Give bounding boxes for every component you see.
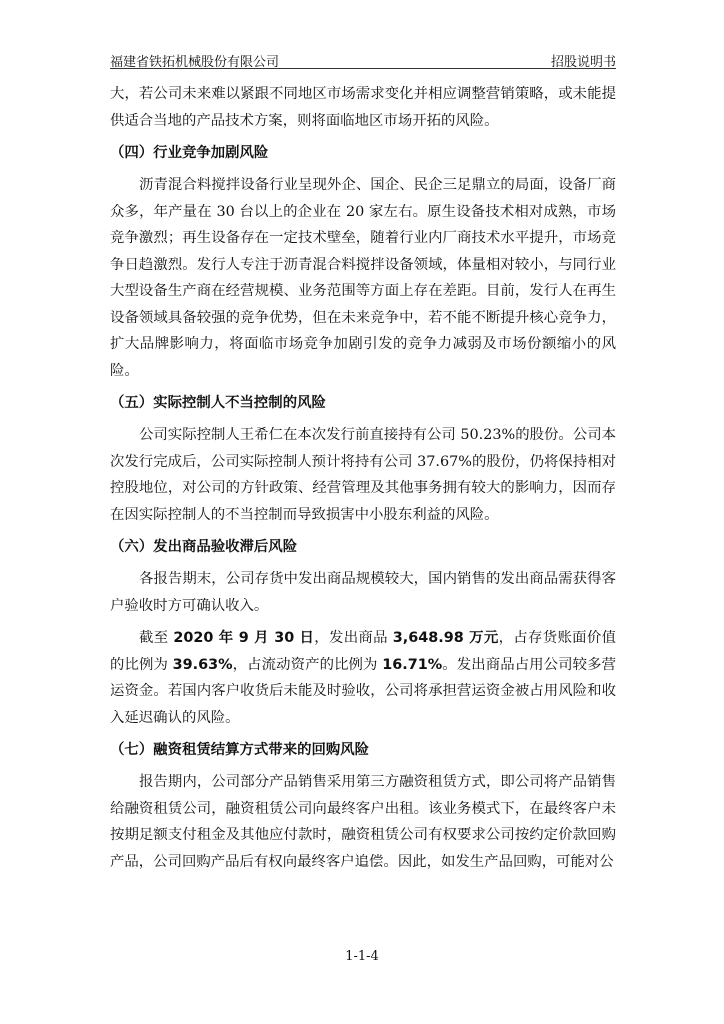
header-document-type: 招股说明书 bbox=[550, 55, 616, 70]
bold-current-assets-ratio: 16.71% bbox=[382, 656, 443, 673]
bold-amount: 3,648.98 万元 bbox=[392, 630, 499, 646]
page-body bbox=[110, 81, 616, 875]
paragraph-shipment-acceptance-1: 各报告期末，公司存货中发出商品规模较大，国内销售的发出商品需获得客户验收时方可确认收入。 bbox=[110, 571, 616, 614]
text-segment: 截至 bbox=[139, 630, 174, 646]
section-heading-competition-risk: （四）行业竞争加剧风险 bbox=[110, 145, 269, 161]
section-heading-controller-risk: （五）实际控制人不当控制的风险 bbox=[110, 395, 326, 411]
section-heading-leasing-buyback-risk: （七）融资租赁结算方式带来的回购风险 bbox=[110, 742, 370, 758]
bold-inventory-ratio: 39.63% bbox=[172, 656, 233, 673]
paragraph-shipment-acceptance-2 bbox=[110, 625, 616, 731]
text-segment: ，占存货账面价值的比例为 bbox=[110, 630, 616, 673]
text-segment: ，占流动资产的比例为 bbox=[232, 656, 383, 673]
paragraph-leasing-buyback-risk: 报告期内，公司部分产品销售采用第三方融资租赁方式，即公司将产品销售给融资租赁公司，融资租赁公司向最终客户出租。该业务模式下，在最终客户未按期足额支付租金及其他应付款时，融资租赁公司有权要求公司按约定价款回购产品，公司回购产品后有权向最终客户追偿。因此，如发生产品回购，可能对公 bbox=[110, 774, 616, 870]
section-heading-shipment-acceptance-risk: （六）发出商品验收滞后风险 bbox=[110, 539, 298, 555]
paragraph-continuation: 大，若公司未来难以紧跟不同地区市场需求变化并相应调整营销策略，或未能提供适合当地的产品技术方案，则将面临地区市场开拓的风险。 bbox=[110, 86, 616, 129]
header-company-name: 福建省铁拓机械股份有限公司 bbox=[110, 55, 280, 70]
bold-date: 2020 年 9 月 30 日 bbox=[173, 630, 315, 646]
paragraph-competition-risk: 沥青混合料搅拌设备行业呈现外企、国企、民企三足鼎立的局面，设备厂商众多，年产量在 30 台以上的企业在 20 家左右。原生设备技术相对成熟，市场竞争激烈；再生设备存在一定技术壁垒，随着行业内厂商技术水平提升，市场竞争日趋激烈。发行人专注于沥青混合料搅拌设备领域，体量相对较小，与同行业大型设备生产商在经营规模、业务范围等方面上存在差距。目前，发行人在再生设备领域具备较强的竞争优势，但在未来竞争中，若不能不断提升核心竞争力，扩大品牌影响力，将面临市场竞争加剧引发的竞争力减弱及市场份额缩小的风险。 bbox=[110, 177, 616, 379]
paragraph-controller-risk: 公司实际控制人王希仁在本次发行前直接持有公司 50.23%的股份。公司本次发行完成后，公司实际控制人预计将持有公司 37.67%的股份，仍将保持相对控股地位，对公司的方针政策、经营管理及其他事务拥有较大的影响力，因而存在因实际控制人的不当控制而导致损害中小股东利益的风险。 bbox=[110, 427, 616, 523]
text-segment: ，发出商品 bbox=[314, 630, 393, 646]
text-segment: 。发出商品占用公司较多营运资金。若国内客户收货后未能及时验收，公司将承担营运资金被占用风险和收入延迟确认的风险。 bbox=[110, 656, 617, 726]
page-header bbox=[110, 48, 616, 69]
page-number: 1-1-4 bbox=[345, 949, 379, 964]
